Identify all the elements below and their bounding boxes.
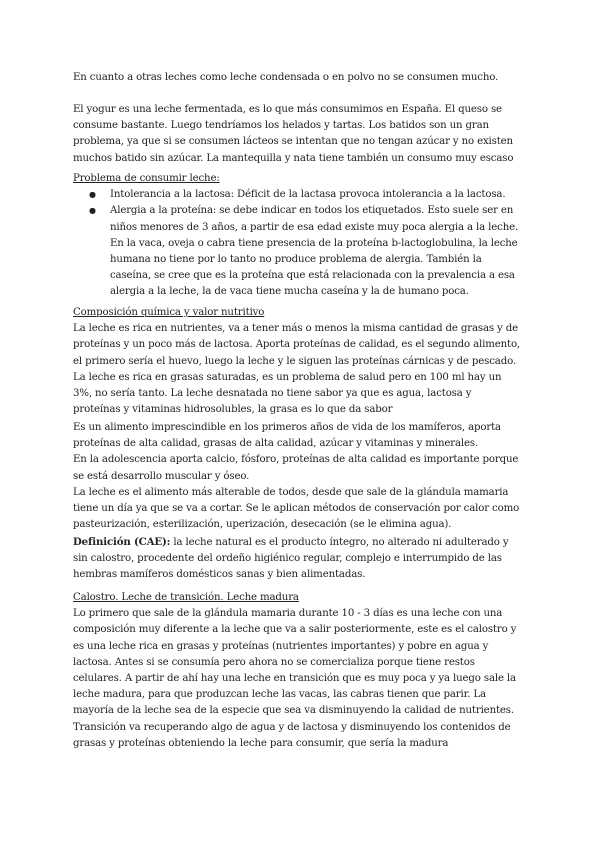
section-composicion <box>73 305 521 418</box>
otras-leches-text: En cuanto a otras leches como leche condensada o en polvo no se consumen mucho. <box>73 72 499 83</box>
alterable-text: La leche es el alimento más alterable de todos, desde que sale de la glándula mamaria tiene un día ya que se va a cortar. Se le aplican métodos de conservación por calor como pasteurización, esterilización, uperización, desecación (se le elimina agua). <box>73 486 520 531</box>
definicion-text: la leche natural es el producto íntegro, no alterado ni adulterado y sin calostro, procedente del ordeño higiénico regular, complejo e interrumpido de las hembras mamíferos domésticos sanas y bien alimentadas. <box>73 537 509 581</box>
composicion-heading: Composición química y valor nutritivo <box>73 307 265 318</box>
yogur-text: El yogur es una leche fermentada, es lo que más consumimos en España. El queso se consume bastante. Luego tendríamos los helados y tartas. Los batidos son un gran problema, ya que si se consumen lácteos se intentan que no tengan azúcar y no existen muchos batido sin azúcar. La mantequilla y nata tiene también un consumo muy escaso <box>73 104 514 164</box>
section-calostro <box>73 590 521 752</box>
definicion-paragraph <box>73 534 521 584</box>
transicion-text: Transición va recuperando algo de agua y de lactosa y disminuyendo los contenidos de grasas y proteínas obteniendo la leche para consumir, que sería la madura <box>73 721 511 749</box>
problema-list <box>73 187 521 300</box>
calostro-heading: Calostro. Leche de transición. Leche madura <box>73 592 299 603</box>
section-alimento <box>73 420 521 533</box>
definicion-label: Definición (CAE): <box>73 536 171 548</box>
section-definicion <box>73 534 521 584</box>
imprescindible-text: Es un alimento imprescindible en los primeros años de vida de los mamíferos, aporta proteínas de alta calidad, grasas de alta calidad, azúcar y vitaminas y minerales. <box>73 422 501 450</box>
list-item-intolerancia: ● Intolerancia a la lactosa: Déficit de la lactasa provoca intolerancia a la lactosa. <box>73 187 521 203</box>
calostro-text: Lo primero que sale de la glándula mamaria durante 10 - 3 días es una leche con una composición muy diferente a la leche que va a salir posteriormente, este es el calostro y es una leche rica en grasas y proteínas (nutrientes importantes) y pobre en agua y lactosa. Antes si se consumía pero ahora no se comercializa porque tiene restos celulares. A partir de ahí hay una leche en transición que es muy poca y ya luego sale la leche madura, para que produzcan leche las vacas, las cabras tienen que parir. La mayoría de la leche sea de la especie que sea va disminuyendo la calidad de nutrientes. <box>73 608 517 717</box>
list-item-alergia: ● Alergia a la proteína: se debe indicar en todos los etiquetados. Esto suele ser en niños menores de 3 años, a partir de esa edad existe muy poca alergia a la leche. En la vaca, oveja o cabra tiene presencia de la proteína b-lactoglobulina, la leche humana no tiene por lo tanto no produce problema de alergia. También la caseína, se cree que es la proteína que está relacionada con la prevalencia a esa alergia a la leche, la de vaca tiene mucha caseína y la de humano poca. <box>73 203 521 300</box>
problema-heading: Problema de consumir leche: <box>73 173 220 184</box>
adolescencia-text: En la adolescencia aporta calcio, fósforo, proteínas de alta calidad es importante porque se está desarrollo muscular y óseo. <box>73 454 519 482</box>
composicion-text: La leche es rica en nutrientes, va a tener más o menos la misma cantidad de grasas y de proteínas y un poco más de lactosa. Aporta proteínas de calidad, es el segundo alimento, el primero sería el huevo, luego la leche y le siguen las proteínas cárnicas y de pescado. La leche es rica en grasas saturadas, es un problema de salud pero en 100 ml hay un 3%, no sería tanto. La leche desnatada no tiene sabor ya que es agua, lactosa y proteínas y vitaminas hidrosolubles, la grasa es lo que da sabor <box>73 323 521 416</box>
section-problema <box>73 171 521 301</box>
paragraph-yogur <box>73 102 521 167</box>
paragraph-otras-leches <box>73 70 521 86</box>
